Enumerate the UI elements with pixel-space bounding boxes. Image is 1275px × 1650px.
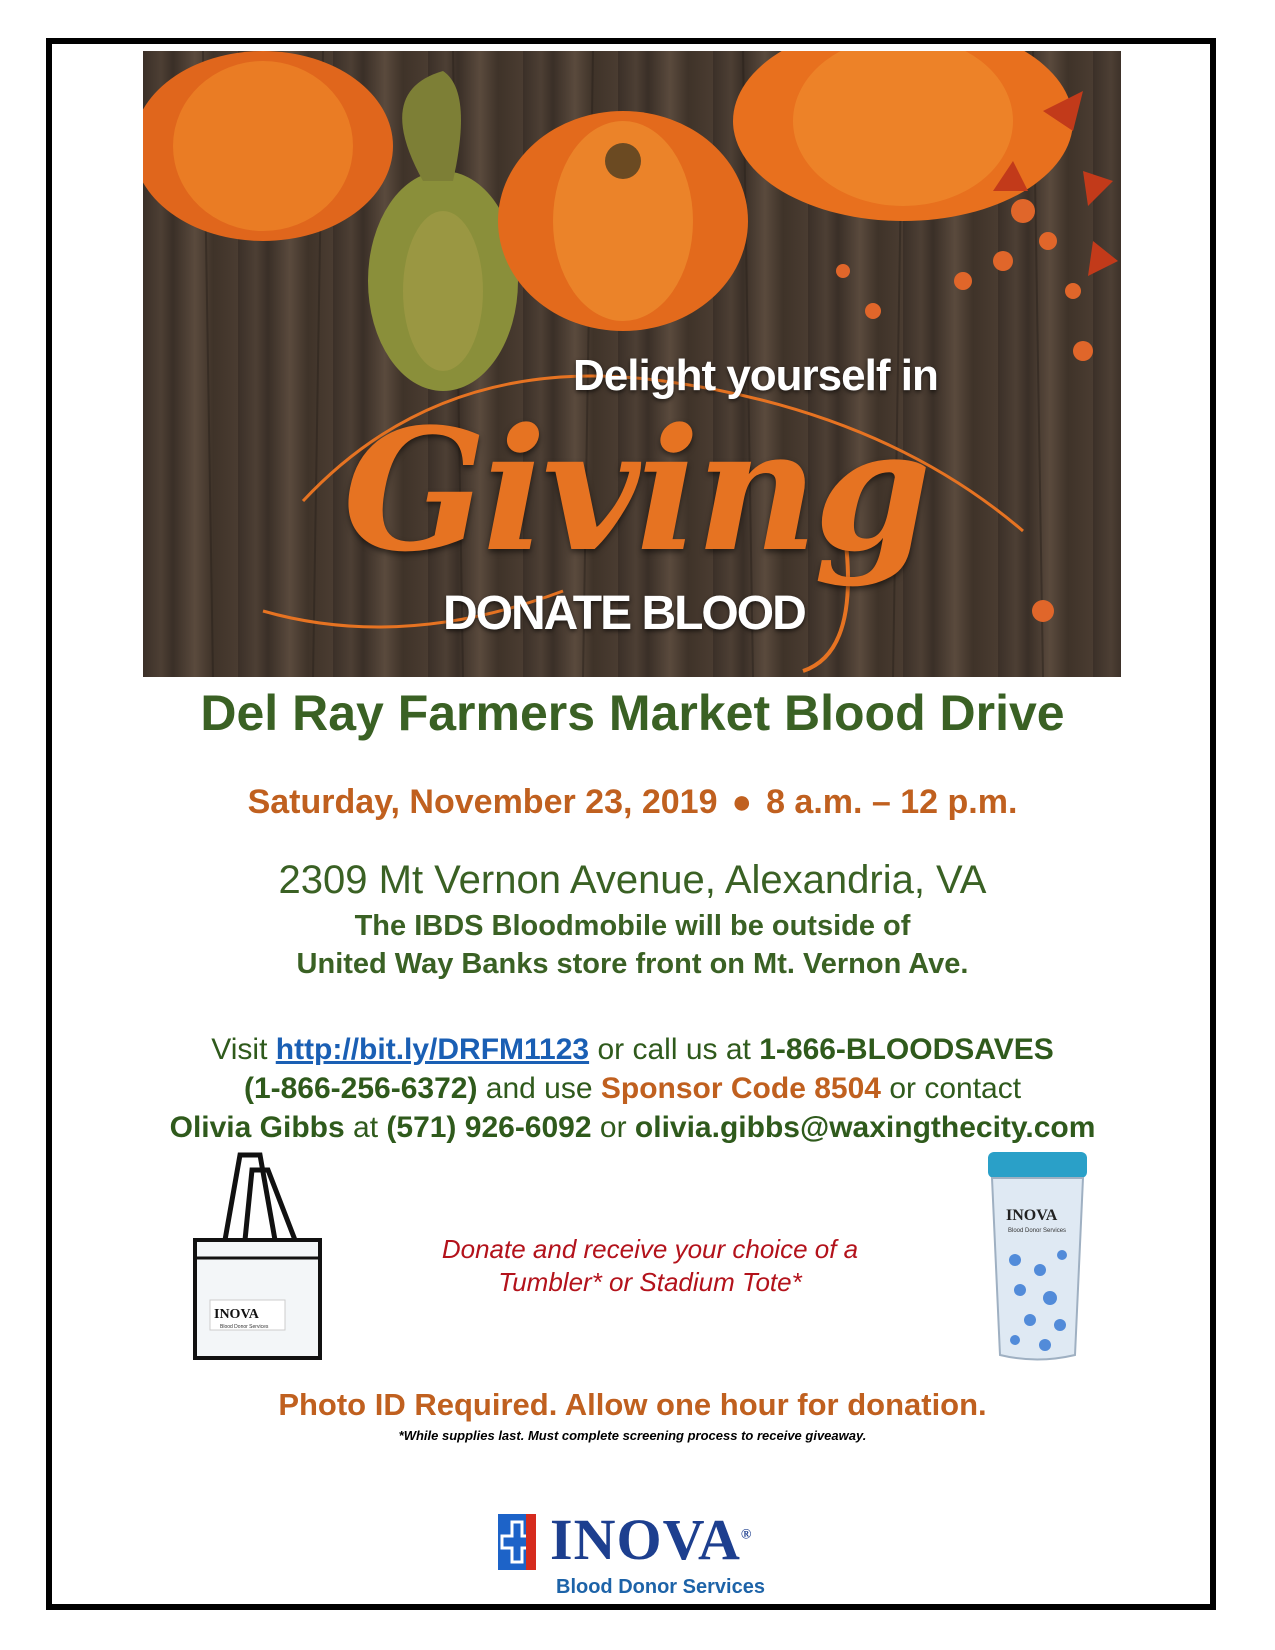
logo-wordmark: INOVA® <box>550 1507 753 1572</box>
phone-number: (1-866-256-6372) <box>243 1072 478 1105</box>
location-note-line1: The IBDS Bloodmobile will be outside of <box>354 910 911 942</box>
photo-id-notice: Photo ID Required. Allow one hour for donation. <box>278 1387 987 1422</box>
giveaway-line2: Tumbler* or Stadium Tote* <box>498 1267 802 1297</box>
contact-block <box>60 1030 1205 1147</box>
event-time: 8 a.m. – 12 p.m. <box>766 783 1018 821</box>
logo-subtitle: Blood Donor Services <box>556 1576 765 1598</box>
giveaway-promo <box>350 1233 950 1299</box>
or-text: or <box>599 1111 627 1144</box>
tote-brand-name: INOVA <box>214 1307 259 1322</box>
bullet-separator: ● <box>731 783 753 821</box>
visit-text: Visit <box>211 1033 268 1066</box>
contact-line3 <box>60 1108 1205 1147</box>
fine-print: *While supplies last. Must complete screening process to receive giveaway. <box>398 1428 867 1443</box>
tumbler-brand-sub: Blood Donor Services <box>1008 1228 1067 1234</box>
and-use-text: and use <box>485 1072 593 1105</box>
contact-email: olivia.gibbs@waxingthecity.com <box>634 1111 1096 1144</box>
page-title: Del Ray Farmers Market Blood Drive <box>200 685 1065 741</box>
event-date <box>60 783 1205 822</box>
contact-name: Olivia Gibbs <box>169 1111 345 1144</box>
inova-cross-icon <box>498 1514 536 1570</box>
hero-donate-text: DONATE BLOOD <box>443 587 805 640</box>
event-day: Saturday, November 23, 2019 <box>247 783 718 821</box>
location-note-line2: United Way Banks store front on Mt. Vernon Ave. <box>296 948 969 980</box>
inova-logo <box>498 1507 798 1600</box>
phone-vanity: 1-866-BLOODSAVES <box>759 1033 1054 1066</box>
signup-link[interactable]: http://bit.ly/DRFM1123 <box>275 1033 590 1066</box>
event-address: 2309 Mt Vernon Avenue, Alexandria, VA <box>278 858 987 902</box>
hero-image <box>143 51 1121 677</box>
sponsor-code: Sponsor Code 8504 <box>600 1072 881 1105</box>
hero-tagline: Delight yourself in <box>573 351 938 400</box>
tumbler-brand-name: INOVA <box>1006 1207 1058 1224</box>
call-text: or call us at <box>597 1033 751 1066</box>
tote-bag-image <box>190 1150 330 1365</box>
registered-mark: ® <box>740 1527 753 1543</box>
contact-line2 <box>60 1069 1205 1108</box>
hero-script-word: Giving <box>343 391 928 589</box>
contact-phone: (571) 926-6092 <box>386 1111 592 1144</box>
giveaway-line1: Donate and receive your choice of a <box>441 1234 859 1264</box>
location-note <box>60 907 1205 983</box>
at-text: at <box>353 1111 379 1144</box>
or-contact-text: or contact <box>889 1072 1022 1105</box>
contact-line1 <box>60 1030 1205 1069</box>
tote-brand-sub: Blood Donor Services <box>220 1324 269 1330</box>
tumbler-image <box>980 1150 1095 1365</box>
